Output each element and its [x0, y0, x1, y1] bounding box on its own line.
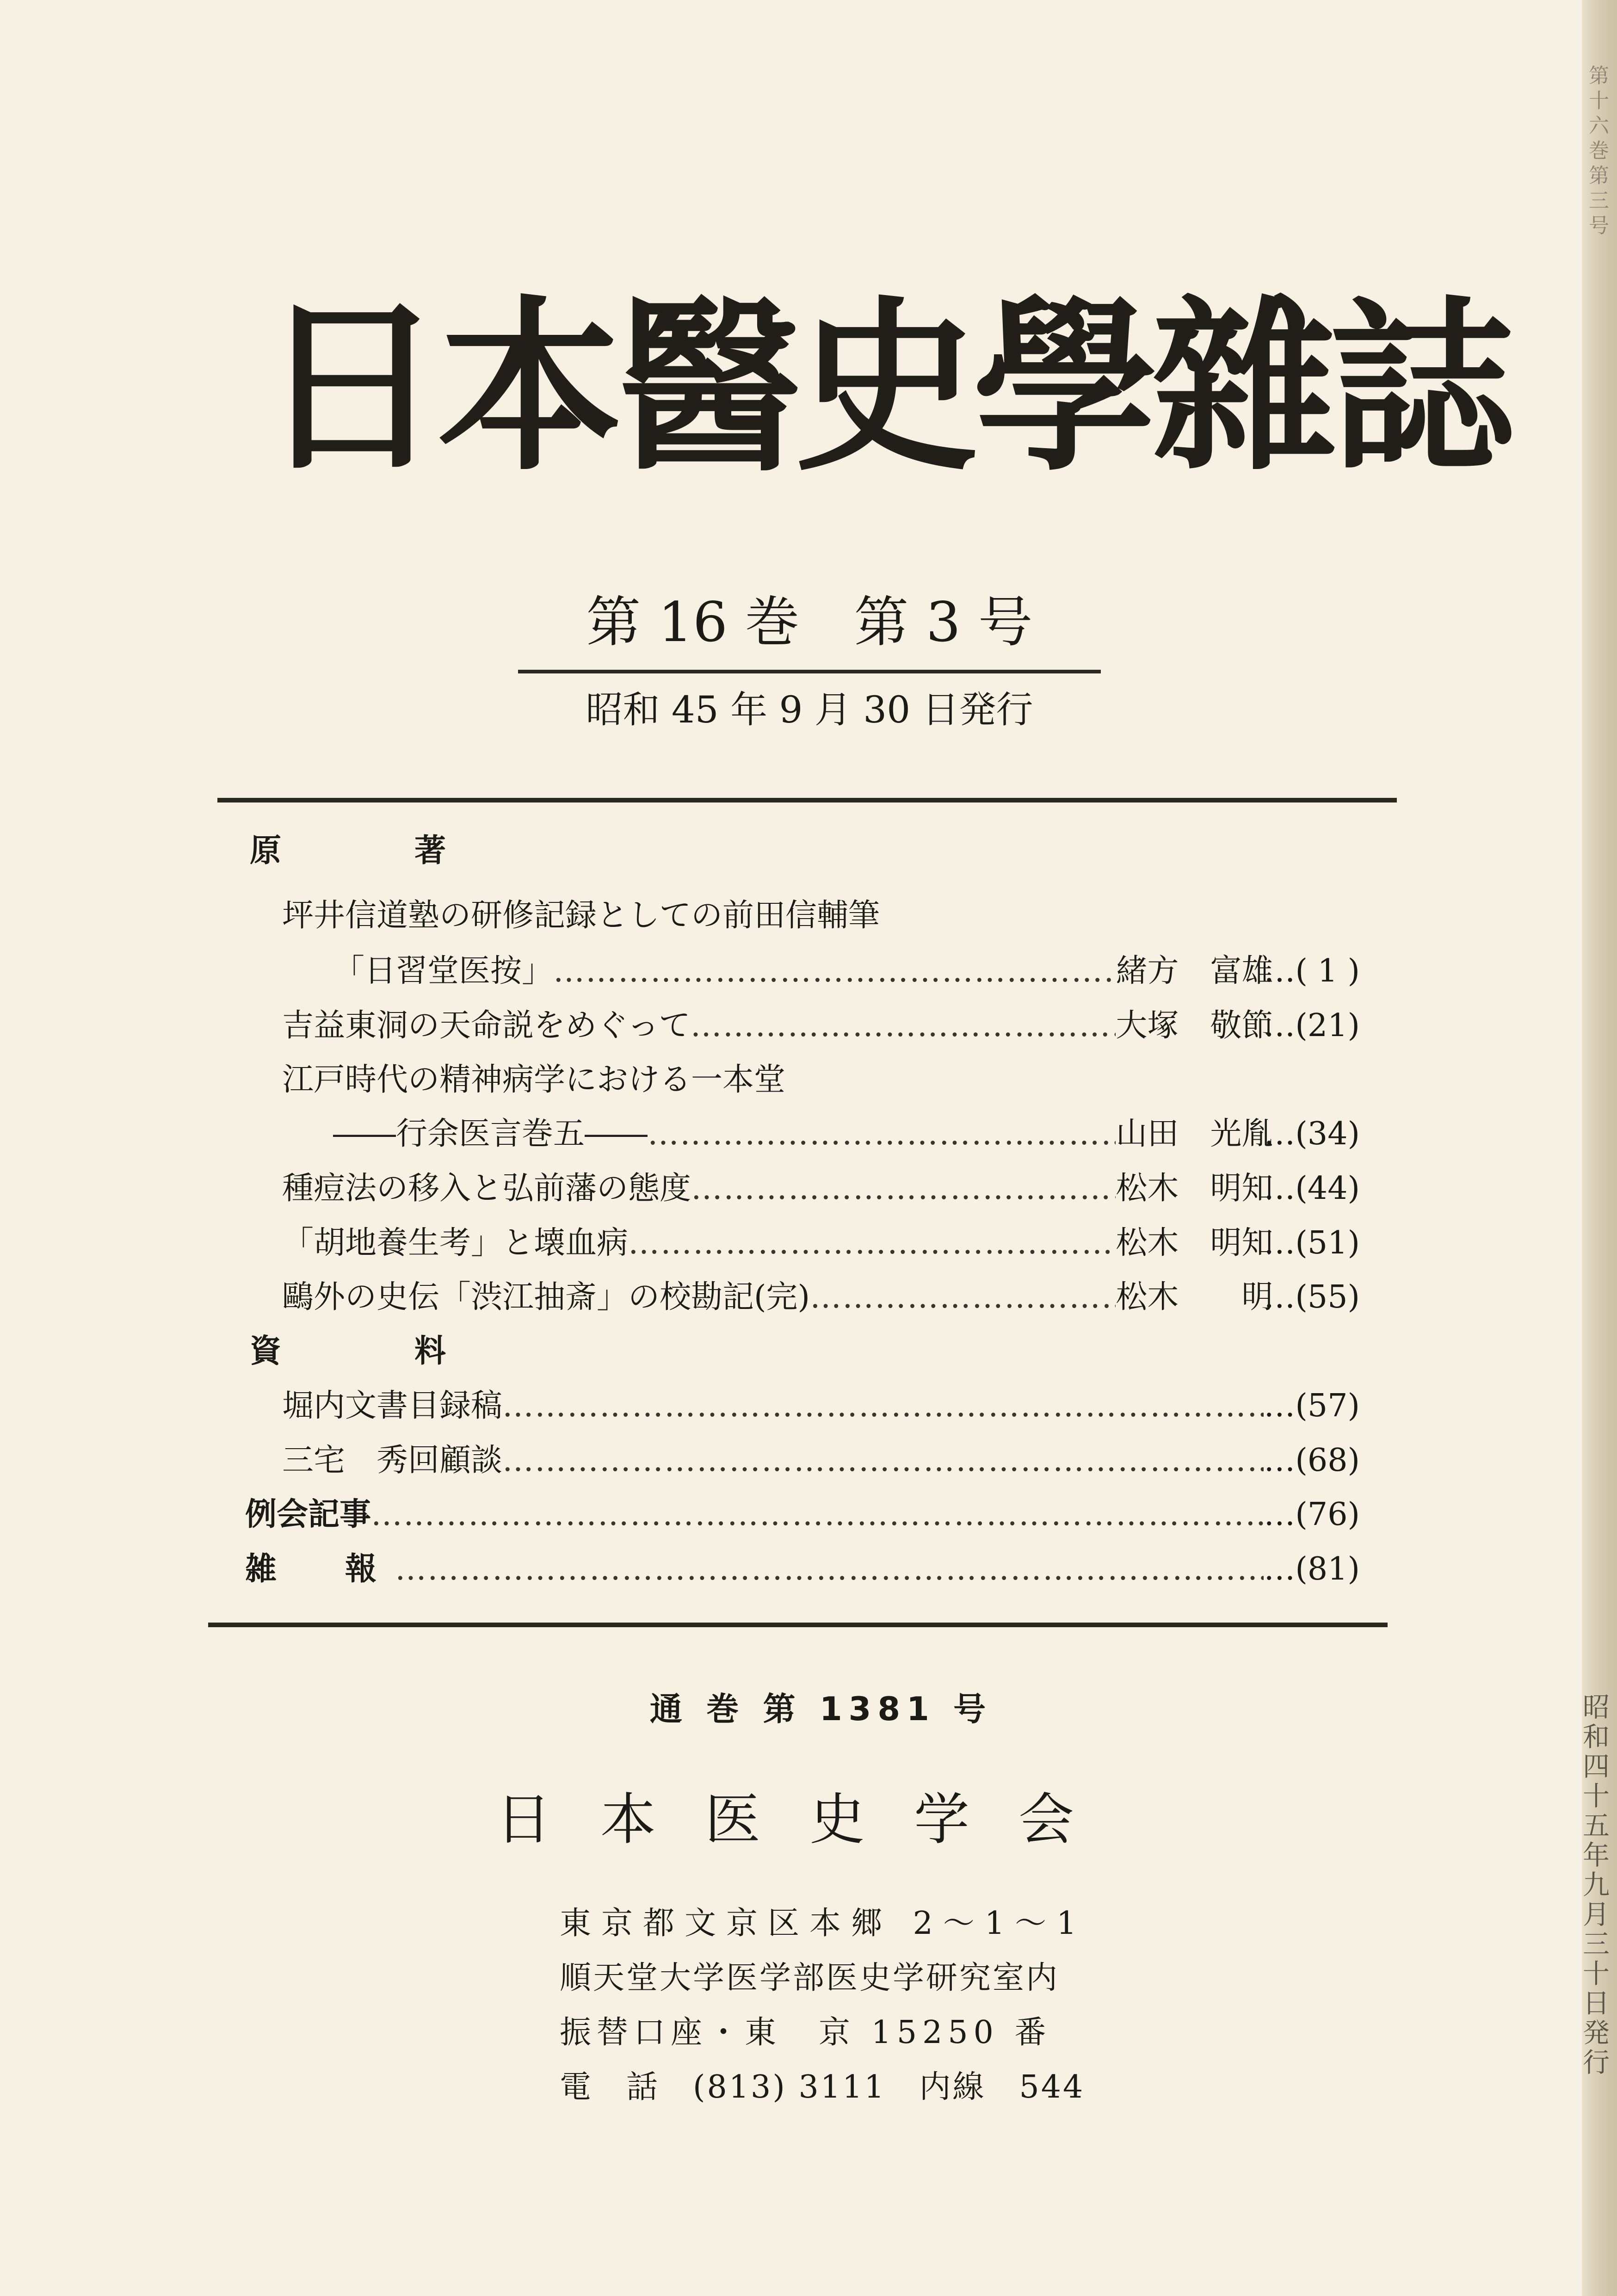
- leader-dots: [502, 1383, 1264, 1429]
- address-line-2: 順天堂大学医学部医史学研究室内: [560, 1960, 1060, 1996]
- article-3-title-line2: ――行余医言巻五――: [333, 1116, 648, 1152]
- article-2-page: … (21): [1264, 1003, 1360, 1049]
- material-2-title: 三宅 秀回顧談: [282, 1442, 503, 1479]
- address-line-3: 振替口座・東 京 15250 番: [560, 2014, 1052, 2051]
- article-1-title-line2: 「日習堂医按」: [333, 953, 554, 989]
- serial-number: 通 巻 第 1381 号: [649, 1690, 993, 1728]
- article-4-page: … (44): [1264, 1166, 1360, 1212]
- toc-row[interactable]: [282, 1166, 1360, 1212]
- volume-issue: 第 16 巻 第 3 号: [586, 590, 1033, 654]
- misc-reports-page: … (81): [1264, 1546, 1360, 1592]
- journal-title: 日本醫史學雜誌: [259, 281, 1509, 496]
- spine-fragment: 第十六巻第三号: [1585, 65, 1609, 240]
- toc-row[interactable]: [282, 1274, 1360, 1321]
- address-line-1: 東京都文京区本郷 2〜1〜1: [560, 1905, 1087, 1942]
- article-2-author: 大塚 敬節: [1116, 1007, 1273, 1044]
- toc-row[interactable]: [245, 1492, 1360, 1538]
- toc-row[interactable]: [245, 1546, 1360, 1592]
- article-3-title-line1: 江戸時代の精神病学における一本堂: [282, 1062, 786, 1098]
- article-5-title: 「胡地養生考」と壊血病: [282, 1225, 629, 1261]
- publisher-name: 日本医史学会: [496, 1788, 1123, 1852]
- article-5-author: 松木 明知: [1116, 1225, 1273, 1261]
- toc-row[interactable]: [282, 1220, 1360, 1266]
- meeting-records-page: … (76): [1264, 1492, 1360, 1538]
- address-line-4: 電 話 (813) 3111 内線 544: [560, 2069, 1085, 2105]
- leader-dots: [628, 1220, 1116, 1266]
- article-6-title: 鷗外の史伝「渋江抽斎」の校勘記(完): [282, 1279, 810, 1315]
- misc-reports-title: 雑 報: [245, 1551, 395, 1587]
- article-1-title-line1: 坪井信道塾の研修記録としての前田信輔筆: [282, 897, 880, 934]
- leader-dots: [648, 1111, 1116, 1157]
- article-3-author: 山田 光胤: [1116, 1116, 1273, 1152]
- issue-date: 昭和 45 年 9 月 30 日発行: [586, 688, 1033, 731]
- toc-row[interactable]: [282, 1383, 1360, 1429]
- toc-row[interactable]: [282, 1438, 1360, 1484]
- material-1-title: 堀内文書目録稿: [282, 1388, 503, 1424]
- volume-underline: [518, 670, 1101, 673]
- article-6-author: 松木 明: [1116, 1279, 1273, 1315]
- toc-row[interactable]: [333, 1111, 1360, 1157]
- leader-dots: [810, 1274, 1116, 1321]
- leader-dots: [553, 948, 1116, 994]
- leader-dots: [691, 1166, 1116, 1212]
- article-1-page: … ( 1 ): [1264, 948, 1360, 994]
- spine-date: 昭和四十五年九月三十日発行: [1578, 1693, 1610, 2078]
- contents-bottom-rule: [208, 1623, 1388, 1627]
- material-1-page: … (57): [1264, 1383, 1360, 1429]
- material-2-page: … (68): [1264, 1438, 1360, 1484]
- contents-top-rule: [217, 798, 1397, 802]
- leader-dots: [371, 1492, 1264, 1538]
- article-4-author: 松木 明知: [1116, 1170, 1273, 1207]
- leader-dots: [395, 1546, 1264, 1592]
- toc-row[interactable]: [333, 948, 1360, 994]
- leader-dots: [691, 1003, 1116, 1049]
- article-1-author: 緒方 富雄: [1116, 953, 1273, 989]
- article-2-title: 吉益東洞の天命説をめぐって: [282, 1007, 691, 1044]
- meeting-records-title: 例会記事: [245, 1496, 371, 1533]
- section-materials: 資 料: [250, 1333, 497, 1370]
- article-4-title: 種痘法の移入と弘前藩の態度: [282, 1170, 691, 1207]
- section-original: 原 著: [250, 833, 497, 869]
- leader-dots: [502, 1438, 1264, 1484]
- toc-row[interactable]: [282, 1003, 1360, 1049]
- article-6-page: … (55): [1264, 1274, 1360, 1321]
- article-3-page: … (34): [1264, 1111, 1360, 1157]
- article-5-page: … (51): [1264, 1220, 1360, 1266]
